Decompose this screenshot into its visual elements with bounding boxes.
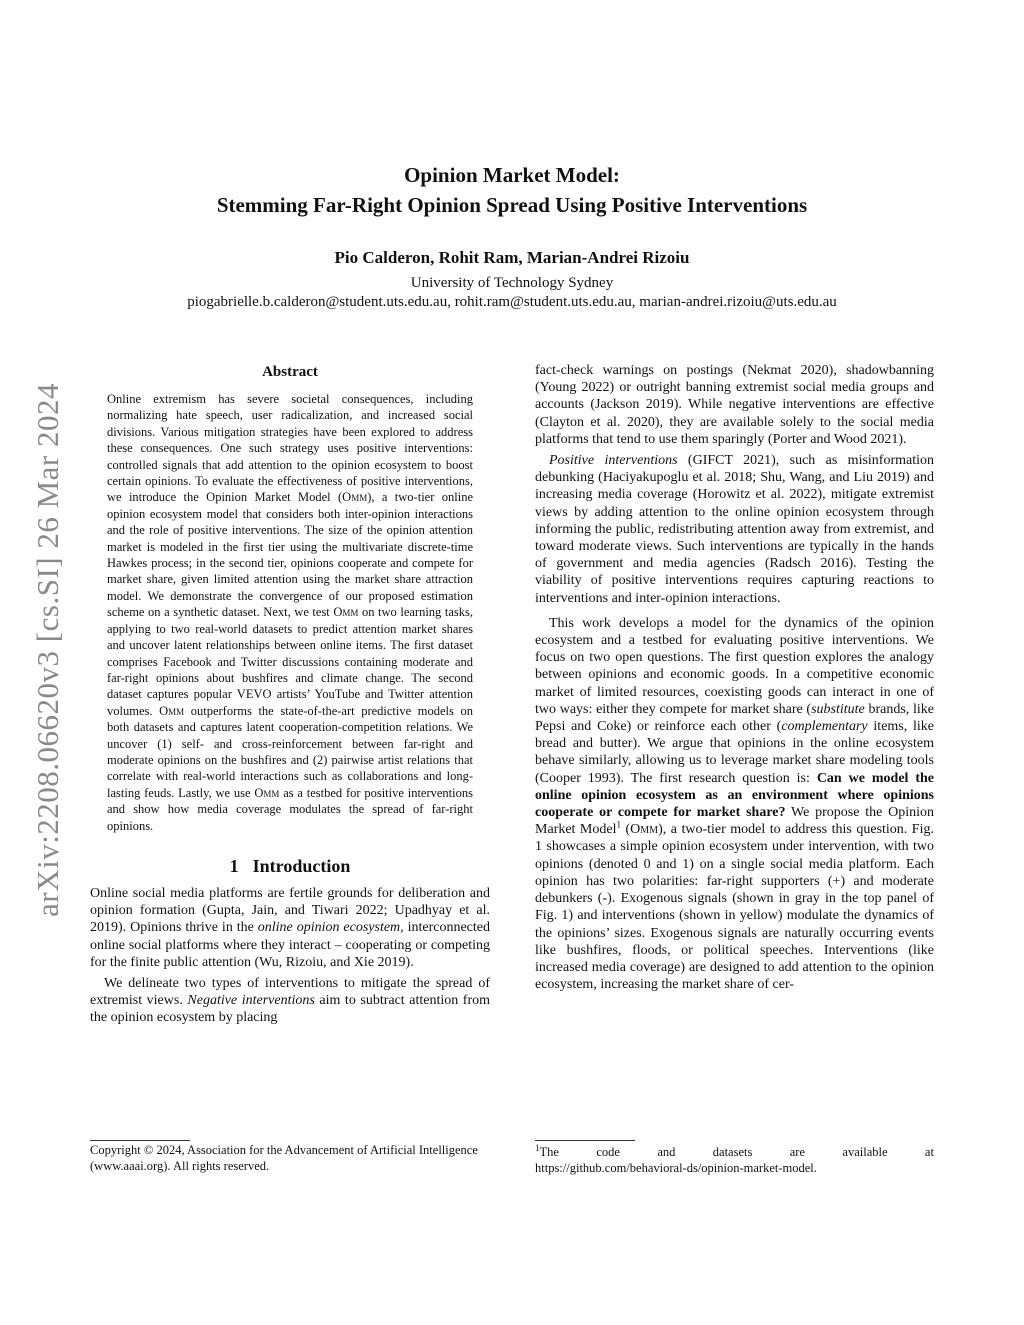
right-column [535, 362, 934, 993]
title-line-1: Opinion Market Model: [404, 163, 620, 187]
title-line-2: Stemming Far-Right Opinion Spread Using Positive Interventions [216, 193, 808, 217]
footnote-url[interactable]: https://github.com/behavioral-ds/opinion-market-model. [535, 1161, 817, 1175]
arxiv-id: arXiv:2208.06620v3 [cs.SI] 26 Mar 2024 [30, 383, 65, 917]
paper-title [0, 160, 1024, 220]
footnote-line-1: $^1$The code and datasets are available at [535, 1142, 934, 1159]
footnote-rule [535, 1140, 635, 1141]
intro-paragraph-2-continued: fact-check warnings on postings (Nekmat 2020), shadowbanning (Young 2022) or outright banning extremist social media groups and accounts (Jackson 2019). While negative interventions are effective (Clayton et al. 2020), they are available solely to the social media platforms that tend to use them sparingly (Porter and Wood 2021). [535, 363, 934, 447]
abstract-text: Online extremism has severe societal consequences, including normalizing hate speech, user radicalization, and increased social divisions. Various mitigation strategies have been explored to address these consequences. One such strategy uses positive interventions: controlled signals that add attention to the opinion ecosystem to boost certain opinions. To evaluate the effectiveness of positive interventions, we introduce the Opinion Market Model (Omm), a two-tier online opinion ecosystem model that considers both inter-opinion interactions and the role of positive interventions. The size of the opinion attention market is modeled in the first tier using the multivariate discrete-time Hawkes process; in the second tier, opinions cooperate and compete for market share, given limited attention using the market share attraction model. We demonstrate the convergence of our proposed estimation scheme on a synthetic dataset. Next, we test Omm on two learning tasks, applying to two real-world datasets to predict attention market shares and uncover latent relationships between online items. The first dataset comprises Facebook and Twitter discussions containing moderate and far-right opinions about bushfires and climate change. The second dataset captures popular VEVO artists’ YouTube and Twitter attention volumes. Omm outperforms the state-of-the-art predictive models on both datasets and captures latent cooperation-competition relations. We uncover (1) self- and cross-reinforcement between far-right and moderate opinions on the bushfires and (2) pairwise artist relations that correlate with real-world interactions such as collaborations and long-lasting feuds. Lastly, we use Omm as a testbed for positive interventions and show how media coverage modulates the spread of far-right opinions. [107, 392, 473, 833]
left-column [90, 364, 490, 1027]
title-block [0, 160, 1024, 312]
intro-paragraph-1: Online social media platforms are fertile grounds for deliberation and opinion formation (Gupta, Jain, and Tiwari 2022; Upadhyay et al. 2019). Opinions thrive in the online opinion ecosystem, interconnected online social platforms where they interact – cooperating or competing for the finite public attention (Wu, Rizoiu, and Xie 2019). [90, 885, 490, 970]
abstract-heading: Abstract [262, 364, 318, 380]
affiliation: University of Technology Sydney [410, 275, 614, 291]
intro-paragraph-3: Positive interventions (GIFCT 2021), such as misinformation debunking (Haciyakupoglu et al. 2018; Shu, Wang, and Liu 2019) and increasing media coverage (Horowitz et al. 2022), mitigate extremist views by adding attention to the online opinion ecosystem through informing the public, redistributing attention away from extremist, and toward moderate views. Such interventions are typically in the hands of government and media agencies (Radsch 2016). Testing the viability of positive interventions requires capturing reactions to interventions and inter-opinion interactions. [535, 453, 935, 606]
author-emails: piogabrielle.b.calderon@student.uts.edu.au, rohit.ram@student.uts.edu.au, marian-andrei.rizoiu@uts.edu.au [187, 294, 837, 310]
authors: Pio Calderon, Rohit Ram, Marian-Andrei Rizoiu [334, 248, 690, 267]
arxiv-watermark [28, 360, 68, 940]
intro-paragraph-2: We delineate two types of interventions to mitigate the spread of extremist views. Negative interventions aim to subtract attention from the opinion ecosystem by placing [90, 975, 491, 1026]
section-heading-introduction: 1 Introduction [229, 855, 351, 876]
footnote-1 [535, 1144, 934, 1176]
intro-paragraph-4: This work develops a model for the dynamics of the opinion ecosystem and a testbed for evaluating positive interventions. We focus on two open questions. The first question explores the analogy between opinions and economic goods. In a competitive economic market of limited resources, coexisting goods can interact in one of two ways: either they compete for market share (substitute brands, like Pepsi and Coke) or reinforce each other (complementary items, like bread and butter). We argue that opinions in the online ecosystem behave similarly, allowing us to leverage market share modeling tools (Cooper 1993). The first research question is: Can we model the online opinion ecosystem as an environment where opinions cooperate or compete for market share? We propose the Opinion Market Model$^1$ (Omm), a two-tier model to address this question. Fig. 1 showcases a simple opinion ecosystem under intervention, with two opinions (denoted 0 and 1) on a single social media platform. Each opinion has two polarities: far-right supporters (+) and moderate debunkers (-). Exogenous signals (shown in gray in the top panel of Fig. 1) and interventions (shown in yellow) modulate the dynamics of the opinions’ sizes. Exogenous signals are naturally occurring events like bushfires, floods, or political speeches. Interventions (like increased media coverage) are designed to add attention to the opinion ecosystem, increasing the market share of cer- [535, 615, 935, 993]
copyright-notice: Copyright © 2024, Association for the Advancement of Artificial Intelligence (www.aaai.org). All rights reserved. [90, 1143, 478, 1173]
